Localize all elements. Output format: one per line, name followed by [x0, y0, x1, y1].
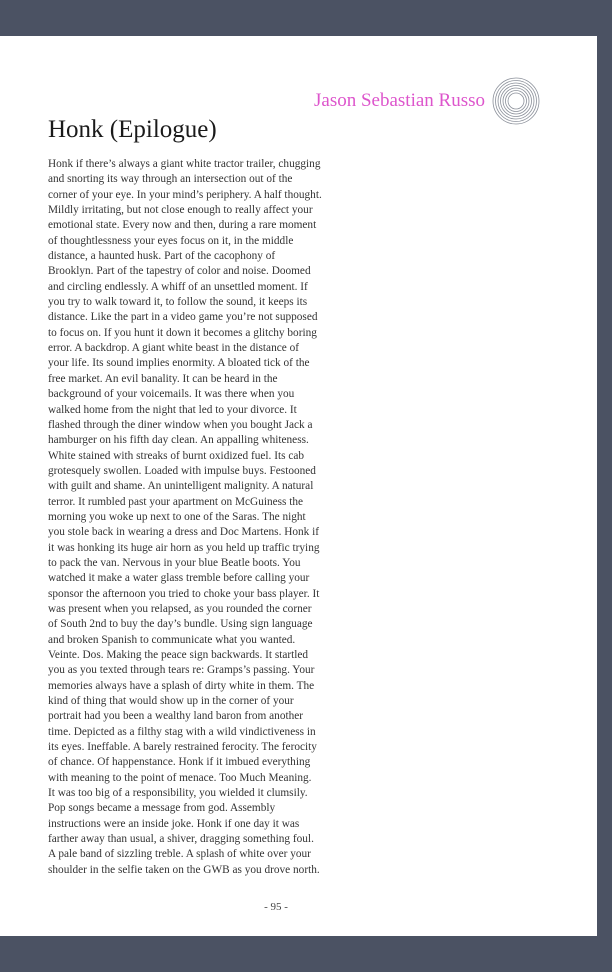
text-line: instructions were an inside joke. Honk if one day it was — [48, 817, 300, 830]
text-line: free market. An evil banality. It can be heard in the — [48, 372, 278, 385]
text-line: flashed through the diner window when you bought Jack a — [48, 418, 313, 431]
text-line: and snorting its way through an intersection out of the — [48, 173, 293, 186]
text-line: of thoughtlessness your eyes focus on it, in the middle — [48, 234, 294, 247]
text-line: you try to walk toward it, to follow the sound, it keeps its — [48, 296, 308, 309]
text-line: error. A backdrop. A giant white beast in the distance of — [48, 342, 299, 355]
text-line: shoulder in the selfie taken on the GWB as you drove north. — [48, 863, 320, 876]
text-line: corner of your eye. In your mind’s periphery. A half thought. — [48, 188, 322, 201]
book-page — [0, 36, 597, 936]
text-line: your life. Its sound implies enormity. A bloated tick of the — [48, 357, 310, 370]
text-line: and broken Spanish to communicate what you wanted. — [48, 633, 296, 646]
text-line: Veinte. Dos. Making the peace sign backwards. It startled — [48, 649, 309, 661]
text-line: memories always have a splash of dirty white in them. The — [48, 679, 315, 692]
text-line: of South 2nd to buy the day’s bundle. Using sign language — [48, 618, 313, 631]
author-name: Jason Sebastian Russo — [314, 90, 485, 111]
text-line: watched it make a water glass tremble before calling your — [48, 572, 310, 585]
text-line: farther away than usual, a shiver, dragging something foul. — [48, 833, 314, 846]
text-line: Honk if there’s always a giant white tractor trailer, chugging — [48, 158, 321, 170]
page-number: - 95 - — [264, 901, 288, 913]
text-line: Pop songs became a message from god. Assembly — [48, 802, 276, 815]
text-line: with meaning to the point of menace. Too Much Meaning. — [48, 771, 312, 784]
text-line: you stole back in wearing a dress and Doc Martens. Honk if — [48, 526, 320, 539]
text-line: its eyes. Ineffable. A barely restrained ferocity. The ferocity — [48, 741, 317, 754]
text-line: grotesquely swollen. Loaded with impulse buys. Festooned — [48, 464, 316, 477]
text-line: White stained with streaks of burnt oxidized fuel. Its cab — [48, 449, 304, 462]
text-line: background of your voicemails. It was there when you — [48, 388, 295, 401]
text-line: Mildly irritating, but not close enough to really affect your — [48, 204, 313, 217]
text-line: terror. It rumbled past your apartment on McGuiness the — [48, 495, 304, 508]
text-line: distance. Like the part in a video game you’re not supposed — [48, 311, 318, 324]
text-line: emotional state. Every now and then, during a rare moment — [48, 219, 317, 232]
text-line: Brooklyn. Part of the tapestry of color and noise. Doomed — [48, 265, 311, 278]
text-line: you as you texted through tears re: Gramps’s passing. Your — [48, 664, 315, 677]
text-line: to focus on. If you hunt it down it becomes a glitchy boring — [48, 326, 317, 339]
text-line: it was honking its huge air horn as you held up traffic trying — [48, 541, 320, 554]
text-line: with guilt and shame. An unintelligent malignity. A natural — [48, 480, 314, 493]
text-line: was present when you relapsed, as you rounded the corner — [48, 602, 312, 615]
body-paragraph — [48, 157, 348, 878]
text-line: distance, a haunted husk. Part of the cacophony of — [48, 250, 276, 263]
text-line: hamburger on his fifth day clean. An appalling whiteness. — [48, 434, 309, 447]
text-line: It was too big of a responsibility, you wielded it clumsily. — [48, 787, 308, 800]
text-line: walked home from the night that led to your divorce. It — [48, 403, 297, 416]
text-line: time. Depicted as a filthy stag with a wild vindictiveness in — [48, 725, 316, 738]
concentric-circles-icon — [492, 77, 540, 125]
text-line: A pale band of sizzling treble. A splash of white over your — [48, 848, 311, 861]
text-line: and circling endlessly. A whiff of an unsettled moment. If — [48, 280, 308, 293]
text-line: morning you woke up next to one of the Saras. The night — [48, 510, 306, 523]
text-line: of chance. Of happenstance. Honk if it imbued everything — [48, 756, 311, 769]
text-line: kind of thing that would show up in the corner of your — [48, 695, 294, 708]
chapter-title: Honk (Epilogue) — [48, 116, 217, 143]
text-line: sponsor the afternoon you tried to choke your bass player. It — [48, 587, 320, 600]
text-line: portrait had you been a wealthy land baron from another — [48, 710, 304, 723]
text-line: to pack the van. Nervous in your blue Beatle boots. You — [48, 556, 301, 569]
